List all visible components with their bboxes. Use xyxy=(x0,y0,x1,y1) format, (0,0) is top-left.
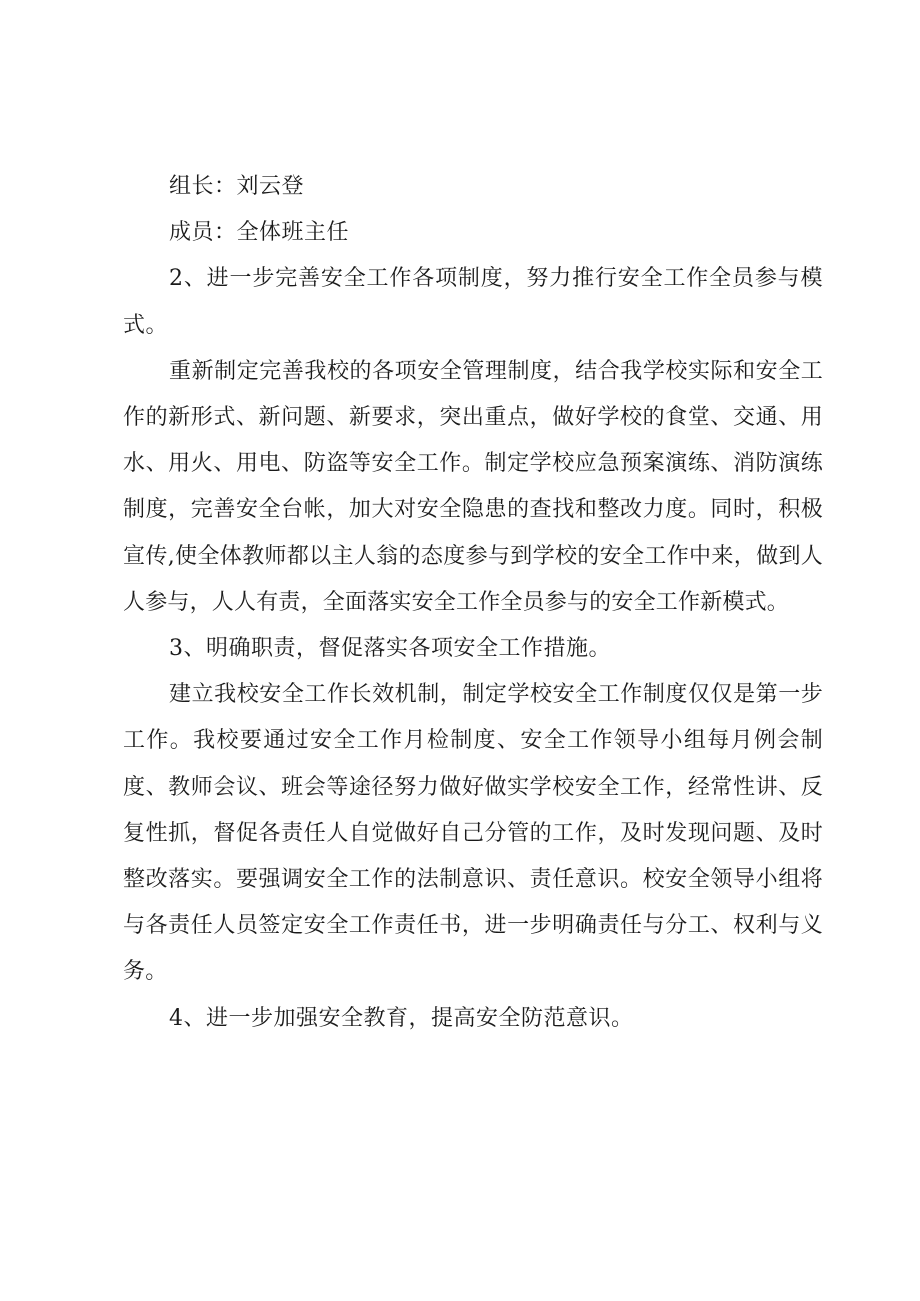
section-3-body: 建立我校安全工作长效机制，制定学校安全工作制度仅仅是第一步工作。我校要通过安全工作月检制度、安全工作领导小组每月例会制度、教师会议、班会等途径努力做好做实学校安全工作，经常性讲、反复性抓，督促各责任人自觉做好自己分管的工作，及时发现问题、及时整改落实。要强调安全工作的法制意识、责任意识。校安全领导小组将与各责任人员签定安全工作责任书，进一步明确责任与分工、权利与义务。 xyxy=(123,682,823,985)
group-members-line: 成员：全体班主任 xyxy=(169,220,350,246)
section-4-heading: 4、进一步加强安全教育，提高安全防范意识。 xyxy=(169,1005,634,1031)
document-body xyxy=(123,164,823,1042)
section-2-body: 重新制定完善我校的各项安全管理制度，结合我学校实际和安全工作的新形式、新问题、新要求，突出重点，做好学校的食堂、交通、用水、用火、用电、防盗等安全工作。制定学校应急预案演练、消防演练制度，完善安全台帐，加大对安全隐患的查找和整改力度。同时，积极宣传,使全体教师都以主人翁的态度参与到学校的安全工作中来，做到人人参与，人人有责，全面落实安全工作全员参与的安全工作新模式。 xyxy=(123,358,823,615)
section-3-heading: 3、明确职责，督促落实各项安全工作措施。 xyxy=(169,636,611,662)
section-2-heading: 2、进一步完善安全工作各项制度，努力推行安全工作全员参与模式。 xyxy=(123,266,823,338)
group-leader-line: 组长：刘云登 xyxy=(169,174,305,199)
